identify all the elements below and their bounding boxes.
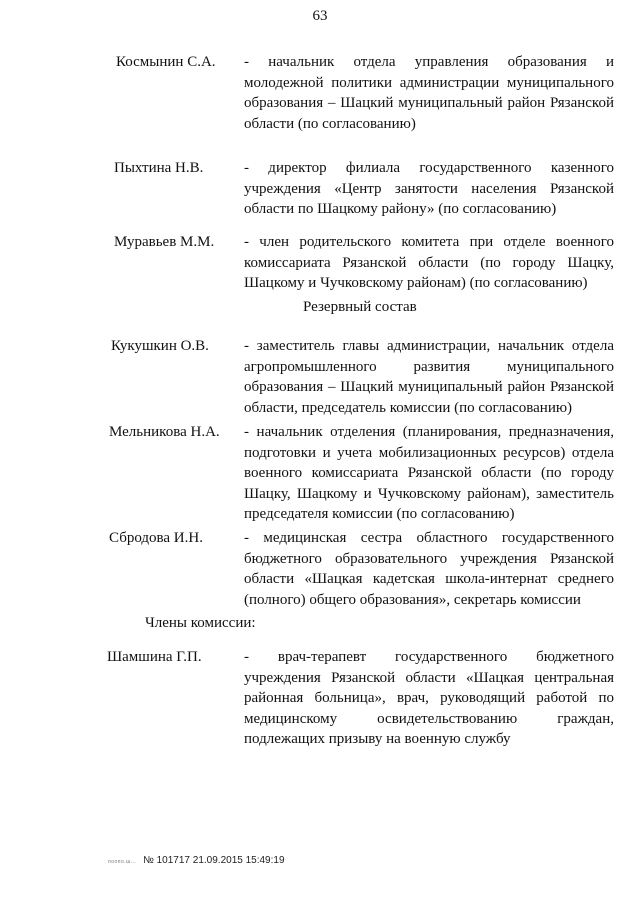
member-name: Пыхтина Н.В. xyxy=(114,160,204,176)
member-description: - директор филиала государственного казенного учреждения «Центр занятости населения Рязанской области по Шацкому району» (по согласованию) xyxy=(244,160,614,217)
member-name: Мельникова Н.А. xyxy=(109,424,220,440)
member-name: Сбродова И.Н. xyxy=(109,530,203,546)
document-footer xyxy=(108,855,285,866)
members-heading: Члены комиссии: xyxy=(145,615,256,631)
member-description: - врач-терапевт государственного бюджетного учреждения Рязанской области «Шацкая центральная районная больница», врач, руководящий работой по медицинскому освидетельствованию граждан, подлежащих призыву на военную службу xyxy=(244,649,614,747)
member-name: Шамшина Г.П. xyxy=(107,649,202,665)
member-description: - начальник отделения (планирования, предназначения, подготовки и учета мобилизационных ресурсов) отдела военного комиссариата Рязанской области (по городу Шацку, Шацкому и Чучковскому районам), заместитель председателя комиссии (по согласованию) xyxy=(244,424,614,522)
member-description: - член родительского комитета при отделе военного комиссариата Рязанской области (по городу Шацку, Шацкому и Чучковскому районам) (по согласованию) xyxy=(244,234,614,291)
member-description: - медицинская сестра областного государственного бюджетного образовательного учреждения Рязанской области «Шацкая кадетская школа-интернат среднего (полного) общего образования», секретарь комиссии xyxy=(244,530,614,608)
member-description: - заместитель главы администрации, начальник отдела агропромышленного развития муниципального образования – Шацкий муниципальный район Рязанской области, председатель комиссии (по согласованию) xyxy=(244,338,614,416)
footer-stamp: поопо.ш... xyxy=(108,859,137,865)
page-number: 63 xyxy=(312,8,328,24)
member-name: Муравьев М.М. xyxy=(114,234,215,250)
footer-datetime: 21.09.2015 15:49:19 xyxy=(192,855,285,866)
member-name: Кукушкин О.В. xyxy=(111,338,209,354)
member-name: Космынин С.А. xyxy=(116,54,216,70)
footer-document-id: № 101717 xyxy=(143,855,190,866)
member-description: - начальник отдела управления образования и молодежной политики администрации муниципального образования – Шацкий муниципальный район Рязанской области (по согласованию) xyxy=(244,54,614,132)
reserve-heading: Резервный состав xyxy=(303,299,417,315)
